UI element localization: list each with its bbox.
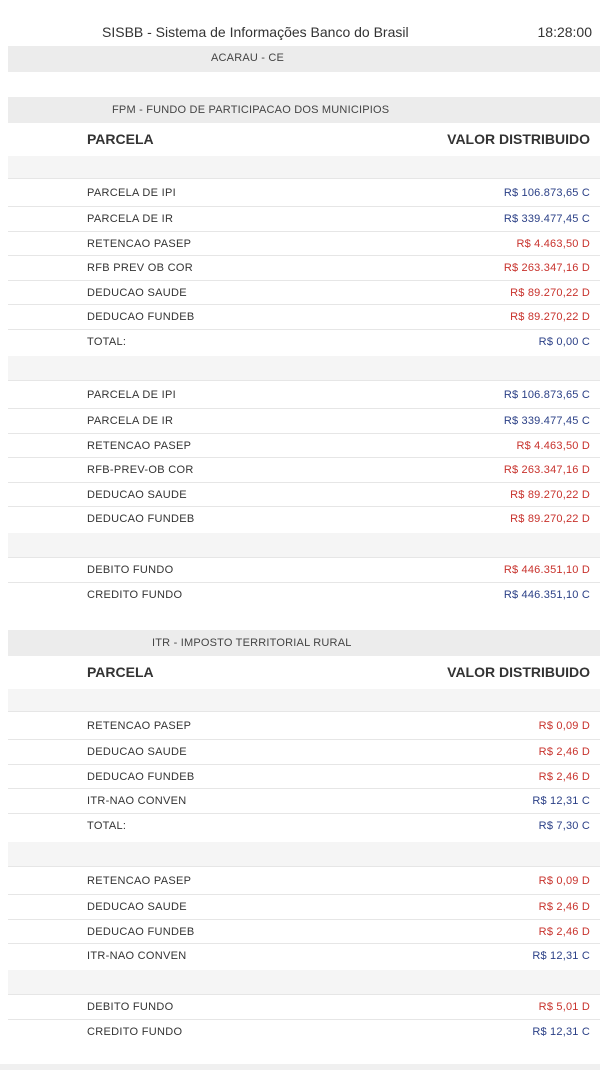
row-label: PARCELA DE IR <box>87 213 174 226</box>
table-row <box>8 557 600 583</box>
row-label: PARCELA DE IPI <box>87 187 176 199</box>
table-row <box>8 764 600 790</box>
row-value: R$ 2,46 D <box>538 901 590 914</box>
row-value: R$ 0,00 C <box>538 335 590 348</box>
row-value: R$ 12,31 C <box>532 950 590 963</box>
bottom-edge <box>0 1064 600 1070</box>
table-row <box>8 231 600 257</box>
table-row <box>8 506 600 532</box>
row-value: R$ 446.351,10 D <box>503 564 590 577</box>
row-value: R$ 4.463,50 D <box>516 439 590 452</box>
row-value: R$ 12,31 C <box>532 795 590 808</box>
row-value: R$ 446.351,10 C <box>503 588 590 601</box>
row-value: R$ 12,31 C <box>532 1025 590 1038</box>
table-row <box>8 894 600 920</box>
table-row <box>8 206 600 232</box>
row-value: R$ 89.270,22 D <box>510 286 590 299</box>
row-value: R$ 89.270,22 D <box>510 311 590 324</box>
table-row <box>8 255 600 281</box>
fpm-section-title: FPM - FUNDO DE PARTICIPACAO DOS MUNICIPIOS <box>112 104 390 116</box>
location-label: ACARAU - CE <box>211 52 285 64</box>
clock: 18:28:00 <box>537 24 592 40</box>
table-row <box>8 582 600 608</box>
row-label: PARCELA DE IR <box>87 415 174 428</box>
row-value: R$ 2,46 D <box>538 770 590 783</box>
table-row <box>8 994 600 1020</box>
row-value: R$ 0,09 D <box>538 720 590 732</box>
row-label: DEDUCAO SAUDE <box>87 746 187 759</box>
row-value: R$ 339.477,45 C <box>503 415 590 428</box>
itr-spacer-2 <box>8 842 600 866</box>
table-row <box>8 813 600 839</box>
row-value: R$ 89.270,22 D <box>510 488 590 501</box>
row-value: R$ 89.270,22 D <box>510 513 590 526</box>
itr-section-title: ITR - IMPOSTO TERRITORIAL RURAL <box>152 637 352 649</box>
table-row <box>8 457 600 483</box>
table-row <box>8 943 600 969</box>
row-label: DEDUCAO FUNDEB <box>87 770 195 783</box>
fpm-spacer-2 <box>8 356 600 380</box>
fpm-col-parcela: PARCELA <box>87 131 154 147</box>
app-title: SISBB - Sistema de Informações Banco do Brasil <box>102 24 409 40</box>
row-value: R$ 0,09 D <box>538 875 590 887</box>
row-label: RETENCAO PASEP <box>87 875 192 887</box>
itr-section-band <box>8 630 600 656</box>
itr-spacer-3 <box>8 970 600 994</box>
row-value: R$ 5,01 D <box>538 1001 590 1014</box>
fpm-section-band <box>8 97 600 123</box>
table-row <box>8 739 600 765</box>
row-label: DEDUCAO SAUDE <box>87 286 187 299</box>
row-label: RETENCAO PASEP <box>87 439 192 452</box>
row-label: DEBITO FUNDO <box>87 564 174 577</box>
row-label: ITR-NAO CONVEN <box>87 795 187 808</box>
table-row <box>8 788 600 814</box>
row-label: RETENCAO PASEP <box>87 237 192 250</box>
top-edge <box>0 0 600 4</box>
row-label: DEDUCAO FUNDEB <box>87 513 195 526</box>
row-label: RETENCAO PASEP <box>87 720 192 732</box>
table-row <box>8 433 600 459</box>
row-label: RFB-PREV-OB COR <box>87 464 194 477</box>
row-value: R$ 7,30 C <box>538 819 590 832</box>
table-row <box>8 919 600 945</box>
table-row <box>8 1019 600 1045</box>
row-label: DEDUCAO SAUDE <box>87 488 187 501</box>
row-value: R$ 339.477,45 C <box>503 213 590 226</box>
fpm-spacer-1 <box>8 156 600 178</box>
fpm-col-valor: VALOR DISTRIBUIDO <box>447 131 590 147</box>
row-label: CREDITO FUNDO <box>87 588 183 601</box>
row-value: R$ 106.873,65 C <box>503 187 590 199</box>
row-label: TOTAL: <box>87 335 127 348</box>
row-label: RFB PREV OB COR <box>87 262 193 275</box>
row-label: DEDUCAO FUNDEB <box>87 925 195 938</box>
row-value: R$ 2,46 D <box>538 925 590 938</box>
row-label: CREDITO FUNDO <box>87 1025 183 1038</box>
row-label: DEDUCAO FUNDEB <box>87 311 195 324</box>
table-row <box>8 866 600 895</box>
itr-spacer-1 <box>8 689 600 711</box>
row-label: PARCELA DE IPI <box>87 389 176 401</box>
app-header <box>0 14 600 50</box>
fpm-spacer-3 <box>8 533 600 557</box>
table-row <box>8 408 600 434</box>
row-label: TOTAL: <box>87 819 127 832</box>
row-label: ITR-NAO CONVEN <box>87 950 187 963</box>
row-value: R$ 2,46 D <box>538 746 590 759</box>
itr-col-valor: VALOR DISTRIBUIDO <box>447 664 590 680</box>
table-row <box>8 482 600 508</box>
fpm-column-header <box>8 124 600 154</box>
row-value: R$ 263.347,16 D <box>503 464 590 477</box>
row-value: R$ 106.873,65 C <box>503 389 590 401</box>
table-row <box>8 304 600 330</box>
row-label: DEBITO FUNDO <box>87 1001 174 1014</box>
itr-col-parcela: PARCELA <box>87 664 154 680</box>
table-row <box>8 329 600 355</box>
table-row <box>8 380 600 409</box>
location-band <box>8 46 600 72</box>
row-label: DEDUCAO SAUDE <box>87 901 187 914</box>
table-row <box>8 178 600 207</box>
itr-column-header <box>8 657 600 687</box>
row-value: R$ 263.347,16 D <box>503 262 590 275</box>
table-row <box>8 280 600 306</box>
table-row <box>8 711 600 740</box>
row-value: R$ 4.463,50 D <box>516 237 590 250</box>
